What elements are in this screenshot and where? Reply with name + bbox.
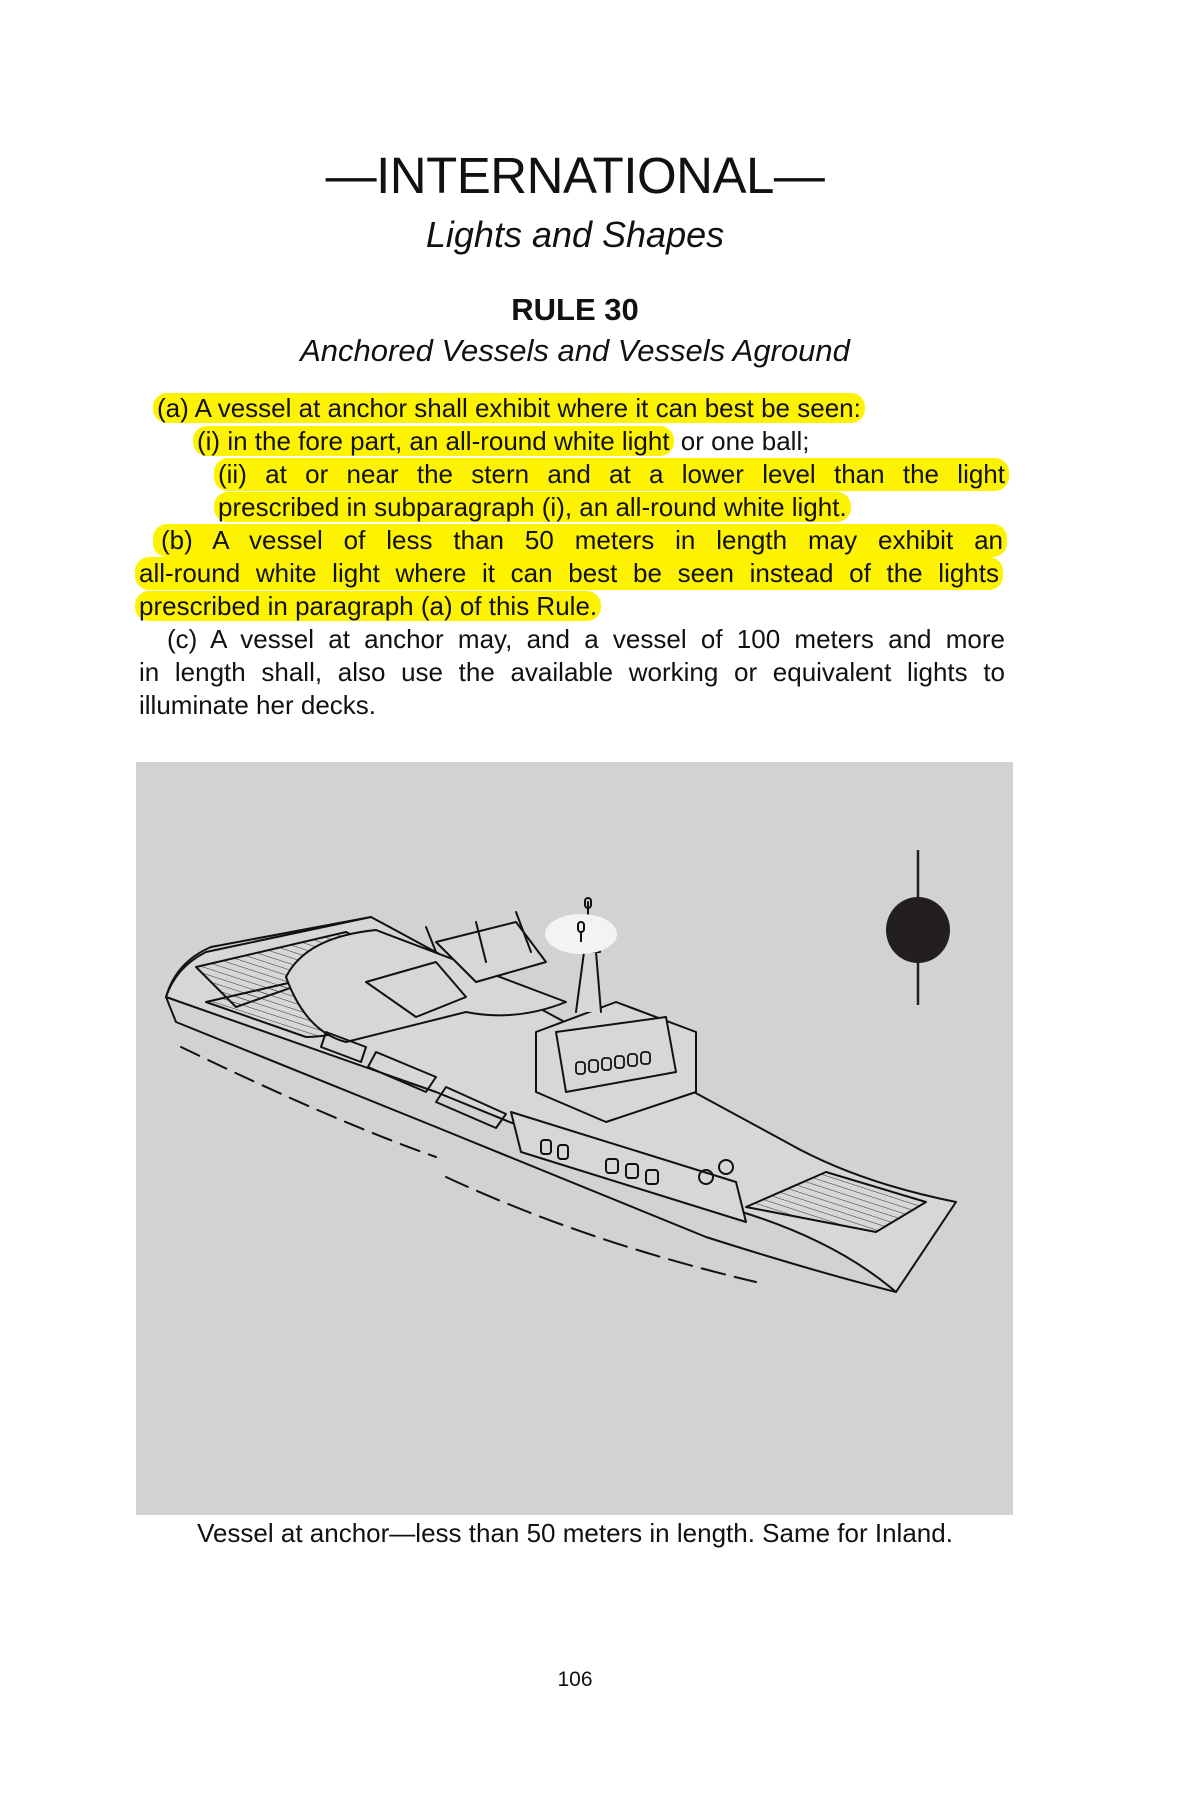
highlighted-text: (b) A vessel of less than 50 meters in length may exhibit an <box>153 524 1007 557</box>
figure-caption: Vessel at anchor—less than 50 meters in length. Same for Inland. <box>197 1518 953 1548</box>
paragraph-text: illuminate her decks. <box>139 690 376 720</box>
rule-heading: RULE 30 <box>511 292 639 327</box>
paragraph-text: or one ball; <box>673 426 810 456</box>
paragraph-text: (c) A vessel at anchor may, and a vessel of 100 meters and more <box>167 624 1005 654</box>
paragraph-text: in length shall, also use the available working or equivalent lights to <box>139 657 1005 687</box>
rule-subtitle: Anchored Vessels and Vessels Aground <box>300 333 850 368</box>
highlighted-text: all-round white light where it can best be seen instead of the lights <box>135 557 1003 590</box>
anchor-ball-shape-icon <box>886 850 950 1005</box>
vessel-figure <box>136 762 1013 1515</box>
highlighted-text: (a) A vessel at anchor shall exhibit where it can best be seen: <box>153 393 865 423</box>
section-subtitle: Lights and Shapes <box>425 214 725 255</box>
page-title: —INTERNATIONAL— <box>325 147 825 204</box>
highlighted-text: prescribed in paragraph (a) of this Rule. <box>135 591 601 621</box>
highlighted-text: (ii) at or near the stern and at a lower level than the light <box>214 458 1009 491</box>
page-number: 106 <box>557 1668 593 1691</box>
anchored-vessel-illustration <box>136 762 1013 1515</box>
highlighted-text: prescribed in subparagraph (i), an all-round white light. <box>214 492 851 522</box>
highlighted-text: (i) in the fore part, an all-round white light <box>193 426 674 456</box>
rule-body <box>139 392 1005 722</box>
